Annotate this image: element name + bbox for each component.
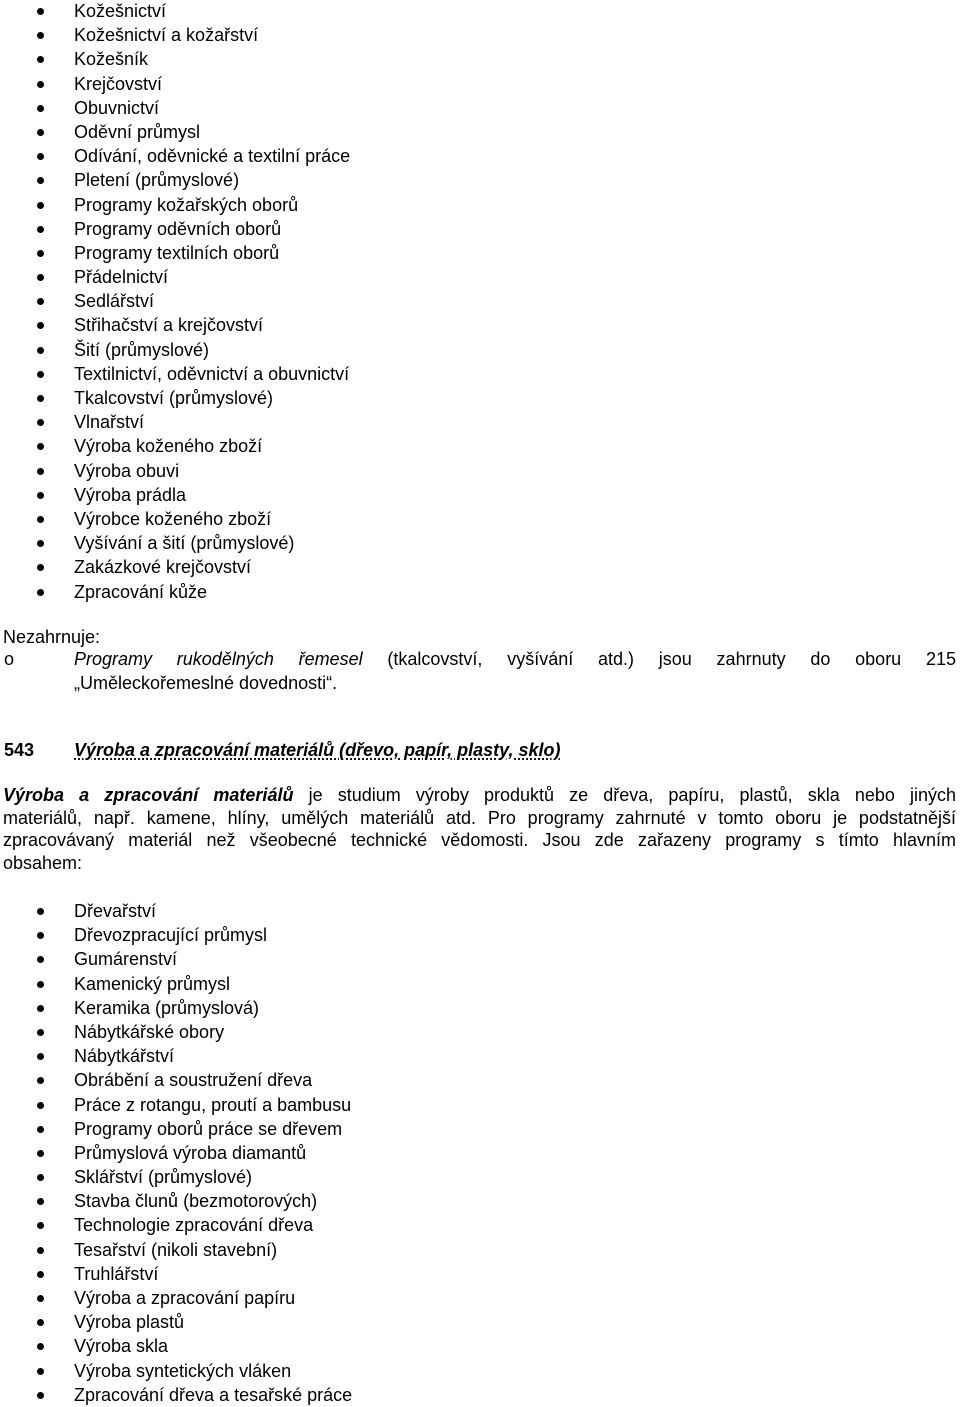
description-line3: zpracovávaný materiál než všeobecné technické vědomosti. Jsou zde zařazeny programy s tímto hlavním [3,830,956,851]
list-item: Zakázkové krejčovství [0,555,960,579]
list-item: Kožešnictví a kožařství [0,23,960,47]
list-item: Zpracování kůže [0,580,960,604]
exclusion-text-line2: „Uměleckořemeslné dovednosti“. [74,673,338,693]
list-item: Oděvní průmysl [0,120,960,144]
list-item: Kamenický průmysl [0,972,960,996]
list-item: Výroba plastů [0,1310,960,1334]
list-item: Nábytkářské obory [0,1020,960,1044]
list-item: Kožešník [0,47,960,71]
list-item: Dřevařství [0,899,960,923]
list-item: Výroba prádla [0,483,960,507]
list-item: Odívání, oděvnické a textilní práce [0,144,960,168]
description-line4: obsahem: [3,852,83,873]
list-item: Šití (průmyslové) [0,338,960,362]
list-item: Programy kožařských oborů [0,193,960,217]
list-item: Nábytkářství [0,1044,960,1068]
description-line1-rest: je studium výroby produktů ze dřeva, papíru, plastů, skla nebo jiných [293,785,956,805]
list-item: Truhlářství [0,1262,960,1286]
list-item: Krejčovství [0,72,960,96]
exclusion-italic-term: Programy rukodělných řemesel [74,649,363,669]
list-item: Výroba koženého zboží [0,434,960,458]
description-line2: materiálů, např. kamene, hlíny, umělých materiálů atd. Pro programy zahrnuté v tomto oboru je podstatnější [3,807,956,828]
list-item: Dřevozpracující průmysl [0,923,960,947]
list-item: Vyšívání a šití (průmyslové) [0,531,960,555]
list-item: Technologie zpracování dřeva [0,1213,960,1237]
list-item: Obrábění a soustružení dřeva [0,1068,960,1092]
section-title: Výroba a zpracování materiálů (dřevo, papír, plasty, sklo) [74,740,561,760]
list-item: Výroba a zpracování papíru [0,1286,960,1310]
program-list-textile [0,0,960,604]
list-item: Kožešnictví [0,0,960,23]
list-item: Sedlářství [0,289,960,313]
list-item: Gumárenství [0,947,960,971]
list-item: Programy oděvních oborů [0,217,960,241]
section-heading [4,738,561,762]
list-item: Textilnictví, oděvnictví a obuvnictví [0,362,960,386]
list-item: Výroba syntetických vláken [0,1359,960,1383]
list-item: Střihačství a krejčovství [0,313,960,337]
list-item: Keramika (průmyslová) [0,996,960,1020]
section-code: 543 [4,740,35,760]
description-line1 [3,784,956,807]
list-item: Výroba skla [0,1334,960,1358]
list-item: Průmyslová výroba diamantů [0,1141,960,1165]
list-item: Tesařství (nikoli stavební) [0,1238,960,1262]
list-item: Přádelnictví [0,265,960,289]
description-term: Výroba a zpracování materiálů [3,785,294,805]
list-item: Vlnařství [0,410,960,434]
exclusion-label: Nezahrnuje: [3,627,101,647]
list-item: Programy oborů práce se dřevem [0,1117,960,1141]
list-item: Zpracování dřeva a tesařské práce [0,1383,960,1407]
list-item: Stavba člunů (bezmotorových) [0,1189,960,1213]
list-item: Sklářství (průmyslové) [0,1165,960,1189]
list-item: Práce z rotangu, proutí a bambusu [0,1093,960,1117]
exclusion-text-rest: (tkalcovství, vyšívání atd.) jsou zahrnuty do oboru 215 [362,649,956,669]
program-list-materials [0,899,960,1407]
section-description [3,784,956,874]
list-item: Výrobce koženého zboží [0,507,960,531]
exclusion-text-line1 [74,647,956,671]
circle-bullet-icon: o [4,649,15,669]
list-item: Obuvnictví [0,96,960,120]
list-item: Pletení (průmyslové) [0,168,960,192]
list-item: Programy textilních oborů [0,241,960,265]
list-item: Výroba obuvi [0,459,960,483]
list-item: Tkalcovství (průmyslové) [0,386,960,410]
